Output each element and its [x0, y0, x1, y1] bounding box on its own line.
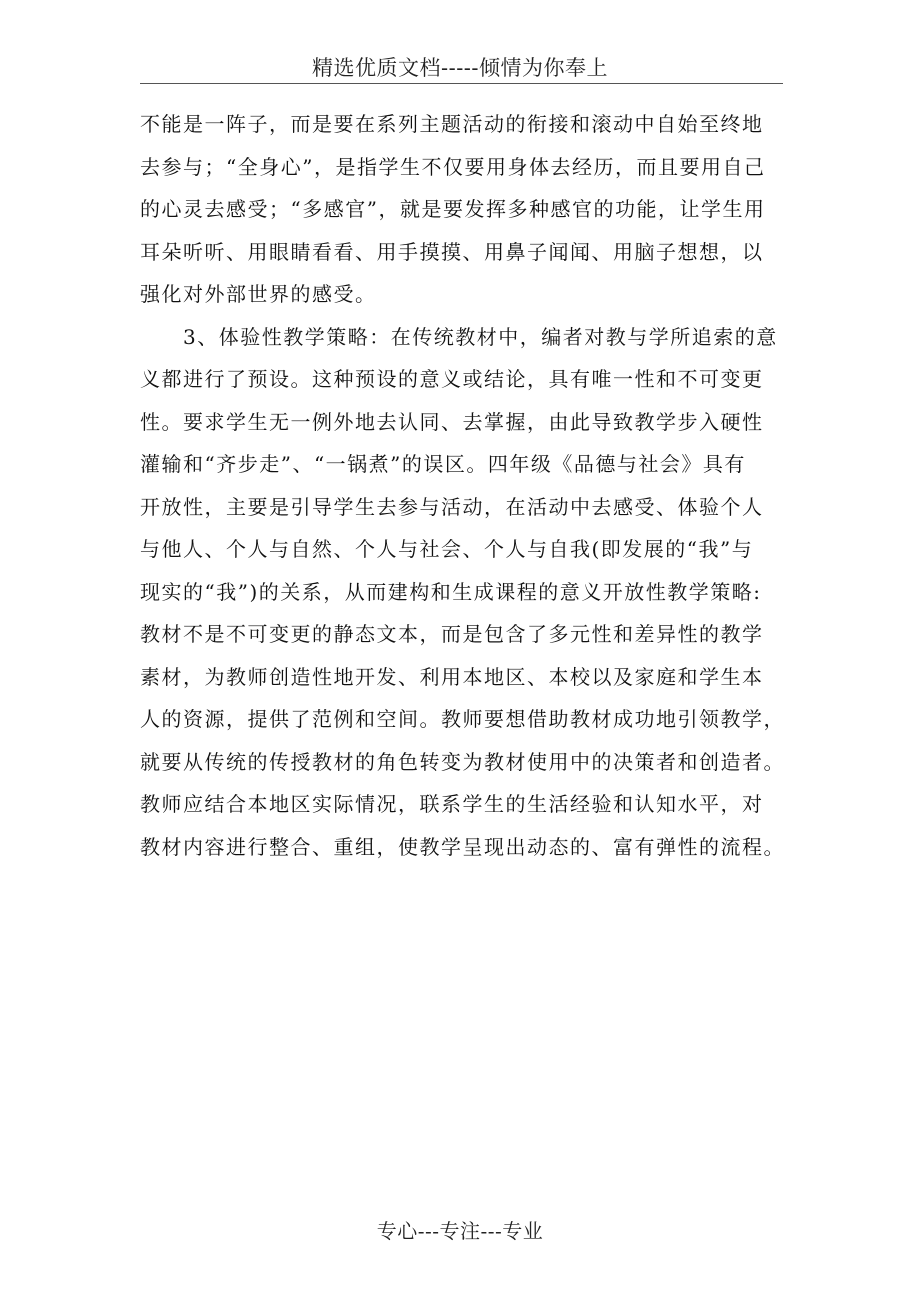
text-line: 义都进行了预设。这种预设的意义或结论，具有唯一性和不可变更 [140, 367, 764, 391]
text-line: 人的资源，提供了范例和空间。教师要想借助教材成功地引领教学， [140, 707, 785, 731]
text-line: 开放性，主要是引导学生去参与活动，在活动中去感受、体验个人 [140, 494, 764, 519]
text-line: 强化对外部世界的感受。 [140, 282, 377, 306]
text-line: 3、体验性教学策略：在传统教材中，编者对教与学所追索的意 [140, 324, 778, 349]
text-line: 教师应结合本地区实际情况，联系学生的生活经验和认知水平，对 [140, 792, 764, 816]
text-line: 的心灵去感受；“多感官”，就是要发挥多种感官的功能，让学生用 [140, 197, 766, 221]
text-line: 教材不是不可变更的静态文本，而是包含了多元性和差异性的教学 [140, 622, 764, 646]
page-header: 精选优质文档-----倾情为你奉上 [312, 56, 608, 80]
text-line: 现实的“我”)的关系，从而建构和生成课程的意义开放性教学策略: [140, 579, 762, 604]
text-line: 就要从传统的传授教材的角色转变为教材使用中的决策者和创造者。 [140, 749, 785, 774]
text-line: 不能是一阵子，而是要在系列主题活动的衔接和滚动中自始至终地 [140, 112, 764, 136]
text-line: 素材，为教师创造性地开发、利用本地区、本校以及家庭和学生本 [140, 664, 764, 689]
text-line: 教材内容进行整合、重组，使教学呈现出动态的、富有弹性的流程。 [140, 834, 785, 859]
page-footer: 专心---专注---专业 [376, 1219, 544, 1243]
text-line: 与他人、个人与自然、个人与社会、个人与自我(即发展的“我”与 [140, 537, 754, 561]
document-body [140, 103, 800, 868]
text-line: 去参与；“全身心”，是指学生不仅要用身体去经历，而且要用自己 [140, 154, 766, 179]
text-line: 性。要求学生无一例外地去认同、去掌握，由此导致教学步入硬性 [140, 409, 764, 434]
text-line: 耳朵听听、用眼睛看看、用手摸摸、用鼻子闻闻、用脑子想想，以 [140, 239, 764, 264]
text-line: 灌输和“齐步走”、“一锅煮”的误区。四年级《品德与社会》具有 [140, 452, 746, 476]
header-divider [140, 83, 783, 84]
